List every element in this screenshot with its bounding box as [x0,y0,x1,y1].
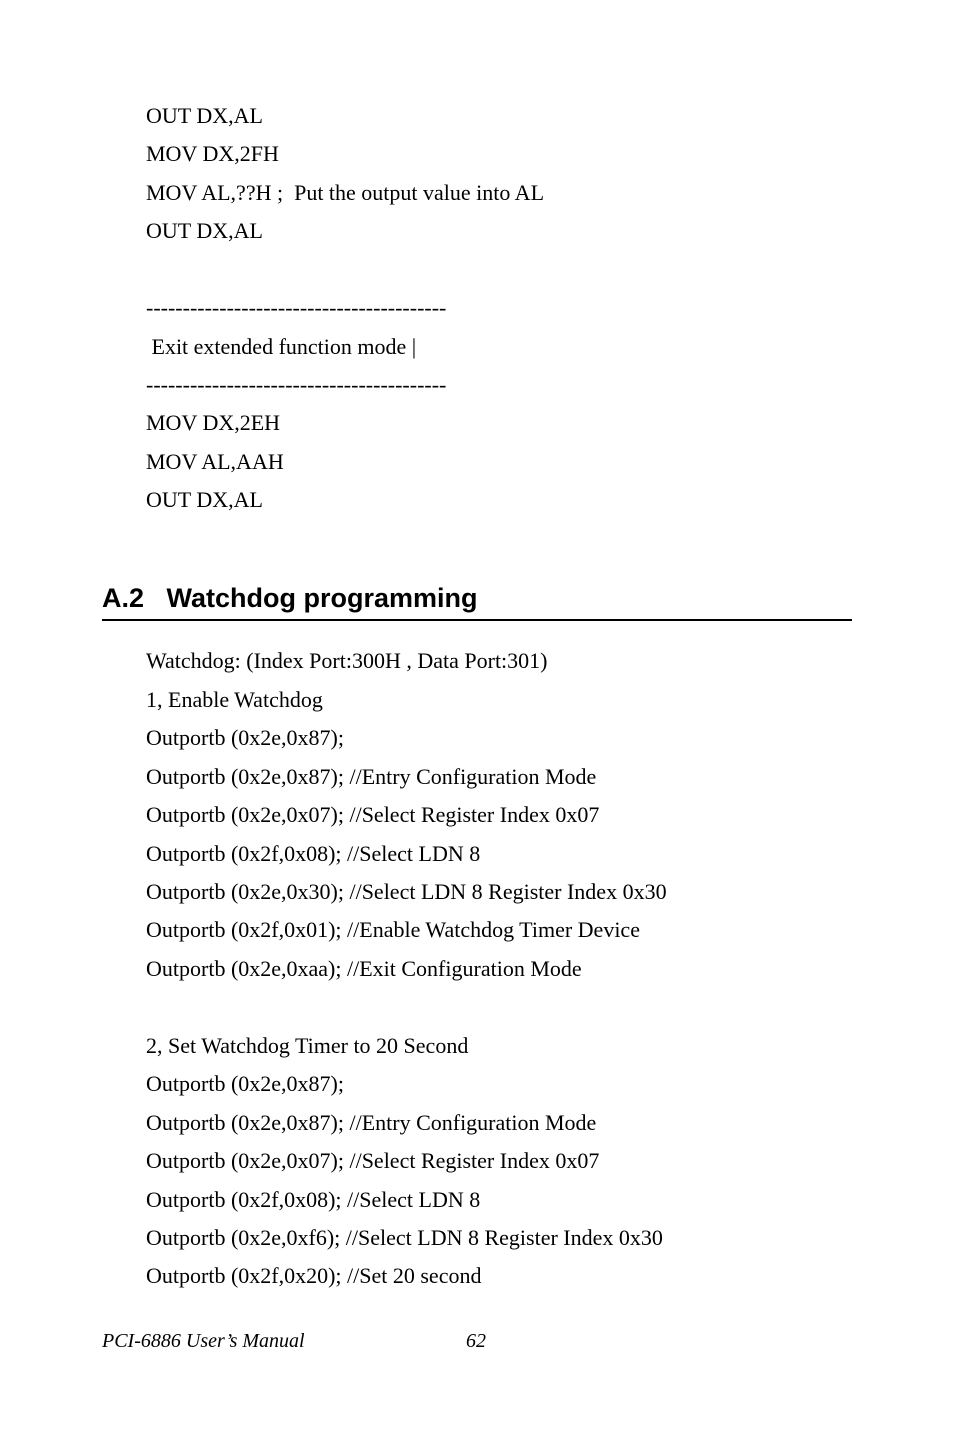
code-line: MOV AL,??H ; Put the output value into AL [146,180,545,205]
section-heading [102,582,478,614]
block-title: Exit extended function mode | [146,334,417,359]
code-line: Outportb (0x2f,0x20); //Set 20 second [146,1263,482,1288]
footer-page-number: 62 [466,1330,486,1352]
code-line: Outportb (0x2f,0x08); //Select LDN 8 [146,841,481,866]
code-line: Outportb (0x2e,0x07); //Select Register Index 0x07 [146,802,600,827]
separator-line: ----------------------------------------- [146,295,447,320]
code-line: OUT DX,AL [146,103,263,128]
section-number: A.2 [102,583,145,613]
step-title: 1, Enable Watchdog [146,687,323,712]
code-line: Outportb (0x2f,0x08); //Select LDN 8 [146,1187,481,1212]
code-line: Outportb (0x2e,0x87); [146,1071,344,1096]
code-line: Outportb (0x2e,0x87); [146,725,344,750]
code-line: MOV DX,2EH [146,410,281,435]
code-line: Outportb (0x2e,0x30); //Select LDN 8 Register Index 0x30 [146,879,667,904]
separator-line: ----------------------------------------- [146,372,447,397]
code-line: Outportb (0x2e,0xaa); //Exit Configuration Mode [146,956,582,981]
code-line: OUT DX,AL [146,487,263,512]
code-line: Outportb (0x2f,0x01); //Enable Watchdog Timer Device [146,917,640,942]
code-line: Outportb (0x2e,0x87); //Entry Configuration Mode [146,1110,597,1135]
code-line: Outportb (0x2e,0x07); //Select Register Index 0x07 [146,1148,600,1173]
code-line: MOV AL,AAH [146,449,284,474]
code-line: Outportb (0x2e,0xf6); //Select LDN 8 Register Index 0x30 [146,1225,663,1250]
code-line: MOV DX,2FH [146,141,279,166]
code-line: OUT DX,AL [146,218,263,243]
code-line: Outportb (0x2e,0x87); //Entry Configuration Mode [146,764,597,789]
step-title: 2, Set Watchdog Timer to 20 Second [146,1033,469,1058]
section-title: Watchdog programming [166,583,478,613]
watchdog-intro: Watchdog: (Index Port:300H , Data Port:301) [146,648,548,673]
footer-manual-title: PCI-6886 User’s Manual [102,1330,305,1352]
heading-rule [102,619,852,621]
